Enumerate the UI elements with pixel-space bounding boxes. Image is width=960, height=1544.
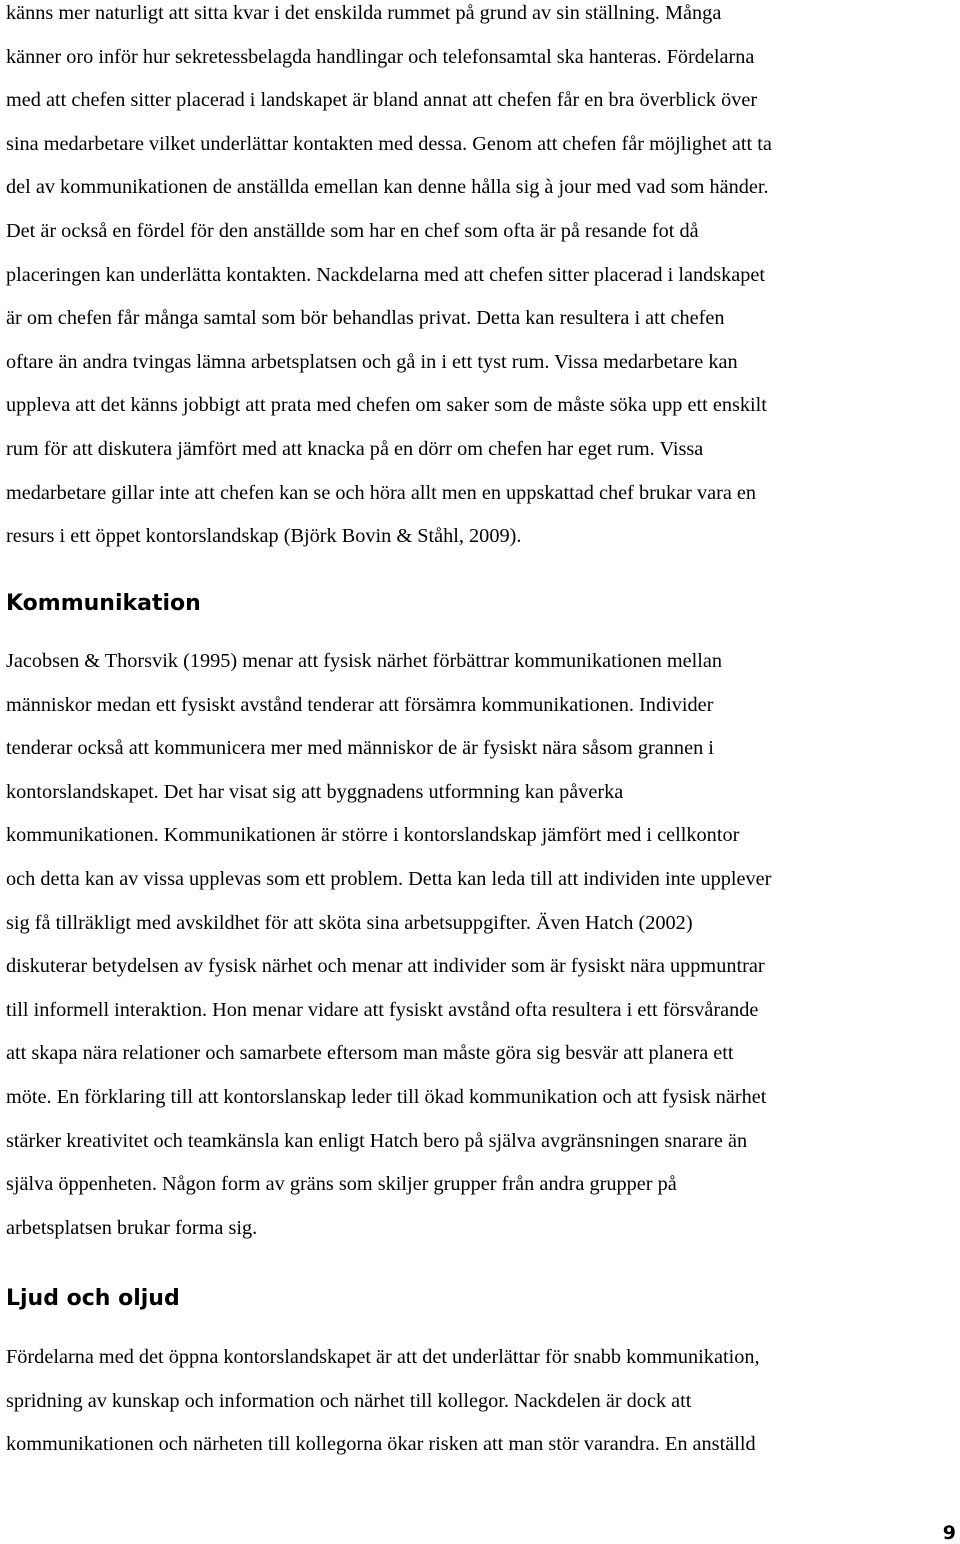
text-line: del av kommunikationen de anställda emellan kan denne hålla sig à jour med vad som händer. xyxy=(6,176,769,199)
text-line: tenderar också att kommunicera mer med människor de är fysiskt nära såsom grannen i xyxy=(6,737,714,760)
text-line: till informell interaktion. Hon menar vidare att fysiskt avstånd ofta resultera i ett försvårande xyxy=(6,998,759,1021)
text-line: människor medan ett fysiskt avstånd tenderar att försämra kommunikationen. Individer xyxy=(6,693,714,716)
text-line: Fördelarna med det öppna kontorslandskapet är att det underlättar för snabb kommunikation, xyxy=(6,1346,760,1368)
text-line: stärker kreativitet och teamkänsla kan enligt Hatch bero på själva avgränsningen snarare än xyxy=(6,1129,748,1152)
text-line: är om chefen får många samtal som bör behandlas privat. Detta kan resultera i att chefen xyxy=(6,307,725,330)
text-line: sig få tillräkligt med avskildhet för att sköta sina arbetsuppgifter. Även Hatch (2002) xyxy=(6,911,693,934)
text-line: uppleva att det känns jobbigt att prata med chefen om saker som de måste söka upp ett enskilt xyxy=(6,394,767,417)
text-line: spridning av kunskap och information och närhet till kollegor. Nackdelen är dock att xyxy=(6,1389,692,1412)
text-line: möte. En förklaring till att kontorslanskap leder till ökad kommunikation och att fysisk närhet xyxy=(6,1085,767,1108)
section-heading-ljud-och-oljud: Ljud och oljud xyxy=(6,1286,180,1311)
text-line: med att chefen sitter placerad i landskapet är bland annat att chefen får en bra överblick över xyxy=(6,89,758,112)
text-line: Jacobsen & Thorsvik (1995) menar att fysisk närhet förbättrar kommunikationen mellan xyxy=(6,650,723,672)
text-line: kontorslandskapet. Det har visat sig att byggnadens utformning kan påverka xyxy=(6,780,624,803)
text-line: att skapa nära relationer och samarbete eftersom man måste göra sig besvär att planera ett xyxy=(6,1042,734,1065)
section-heading-kommunikation: Kommunikation xyxy=(6,591,201,616)
text-line: kommunikationen och närheten till kollegorna ökar risken att man stör varandra. En anställd xyxy=(6,1433,756,1456)
body-paragraph xyxy=(6,640,771,1250)
text-line: oftare än andra tvingas lämna arbetsplatsen och gå in i ett tyst rum. Vissa medarbetare kan xyxy=(6,350,738,373)
text-line: känns mer naturligt att sitta kvar i det enskilda rummet på grund av sin ställning. Många xyxy=(6,2,722,24)
text-line: och detta kan av vissa upplevas som ett problem. Detta kan leda till att individen inte upplever xyxy=(6,867,772,890)
page-number: 9 xyxy=(942,1522,956,1544)
text-line: själva öppenheten. Någon form av gräns som skiljer grupper från andra grupper på xyxy=(6,1173,677,1196)
body-paragraph xyxy=(6,0,772,559)
text-line: placeringen kan underlätta kontakten. Nackdelarna med att chefen sitter placerad i landskapet xyxy=(6,263,766,286)
text-line: känner oro inför hur sekretessbelagda handlingar och telefonsamtal ska hanteras. Fördelarna xyxy=(6,45,755,68)
text-line: sina medarbetare vilket underlättar kontakten med dessa. Genom att chefen får möjlighet att ta xyxy=(6,132,772,155)
text-line: rum för att diskutera jämfört med att knacka på en dörr om chefen har eget rum. Vissa xyxy=(6,437,704,460)
body-paragraph xyxy=(6,1336,760,1467)
text-line: Det är också en fördel för den anställde som har en chef som ofta är på resande fot då xyxy=(6,219,699,242)
text-line: resurs i ett öppet kontorslandskap (Björk Bovin & Ståhl, 2009). xyxy=(6,525,522,548)
text-line: kommunikationen. Kommunikationen är större i kontorslandskap jämfört med i cellkontor xyxy=(6,824,740,847)
text-line: arbetsplatsen brukar forma sig. xyxy=(6,1216,258,1239)
text-line: medarbetare gillar inte att chefen kan se och höra allt men en uppskattad chef brukar vara en xyxy=(6,481,757,504)
text-line: diskuterar betydelsen av fysisk närhet och menar att individer som är fysiskt nära uppmuntrar xyxy=(6,955,765,978)
